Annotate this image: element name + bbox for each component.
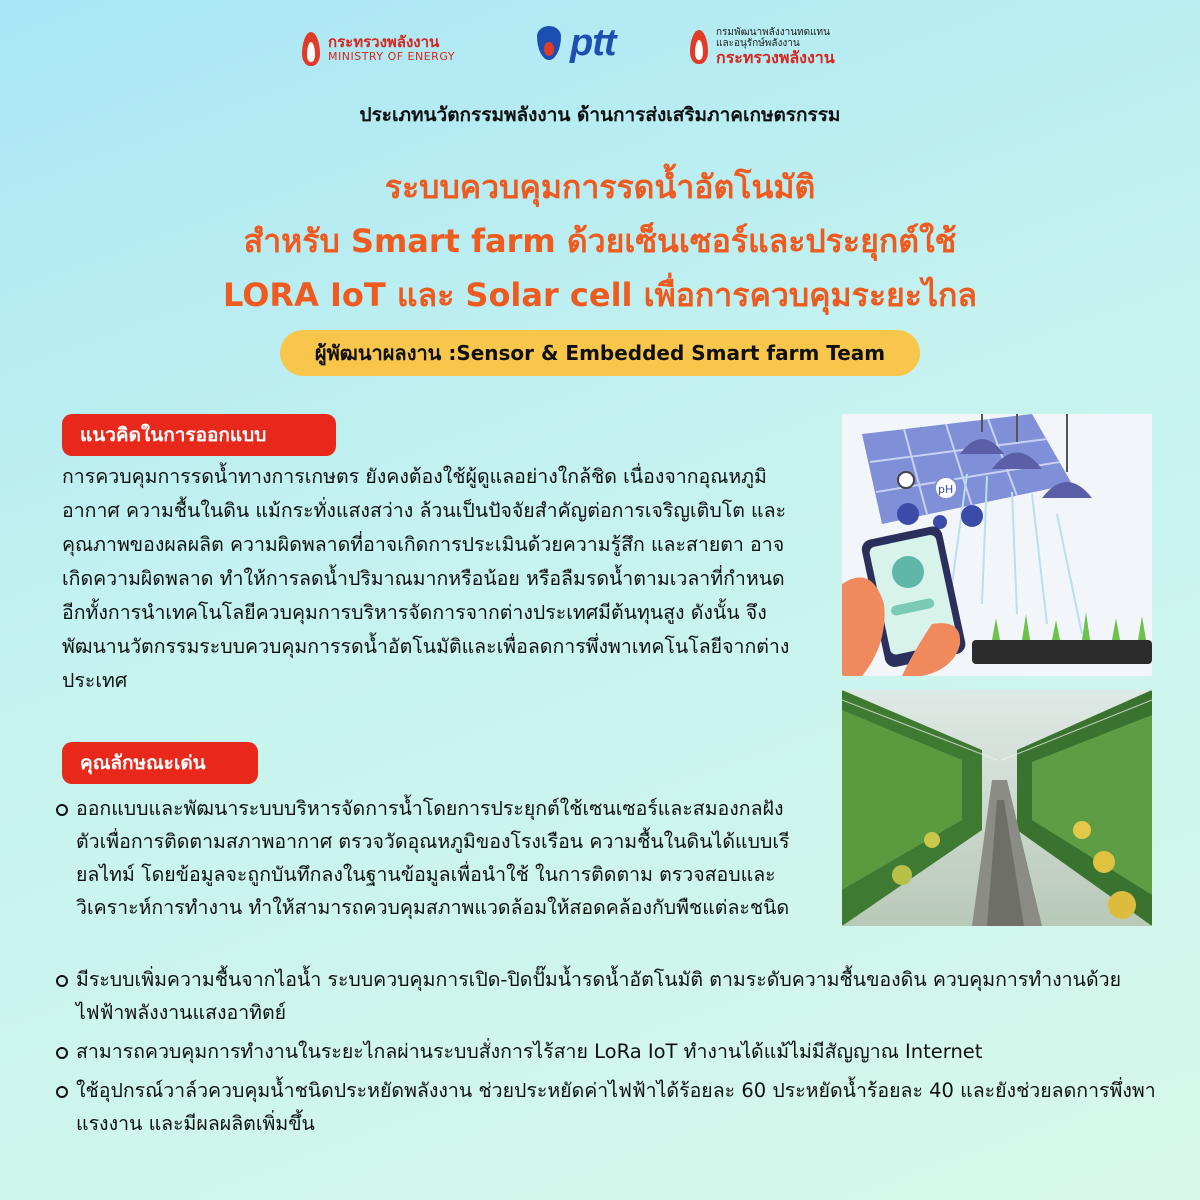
features-heading xyxy=(62,742,258,784)
logo-bar xyxy=(0,22,1200,82)
circle-bullet-icon xyxy=(56,975,68,987)
circle-bullet-icon xyxy=(56,1047,68,1059)
dede-line-3: กระทรวงพลังงาน xyxy=(716,48,835,68)
list-item xyxy=(56,1074,1166,1140)
dede-line-1: กรมพัฒนาพลังงานทดแทน xyxy=(716,27,830,39)
feature-text: มีระบบเพิ่มความชื้นจากไอน้ำ ระบบควบคุมการเปิด-ปิดปั๊มน้ำรดน้ำอัตโนมัติ ตามระดับความชื้นของดิน ควบคุมการทำงานด้วยไฟฟ้าพลังงานแสงอาทิตย์ xyxy=(76,968,1122,1024)
flame-icon xyxy=(688,26,710,68)
ph-label: pH xyxy=(938,483,954,496)
page-title xyxy=(0,160,1200,322)
features-heading-label: คุณลักษณะเด่น xyxy=(80,752,206,774)
title-line-1: ระบบควบคุมการรดน้ำอัตโนมัติ xyxy=(384,168,816,206)
ptt-logo xyxy=(534,22,616,65)
developer-text: ผู้พัฒนาผลงาน :Sensor & Embedded Smart farm Team xyxy=(314,341,886,365)
dede-logo xyxy=(688,26,835,68)
moe-name-english: MINISTRY OF ENERGY xyxy=(328,50,456,64)
dede-line-2: และอนุรักษ์พลังงาน xyxy=(716,38,800,50)
concept-heading xyxy=(62,414,336,456)
category-line: ประเภทนวัตกรรมพลังงาน ด้านการส่งเสริมภาคเกษตรกรรม xyxy=(359,104,841,126)
list-item xyxy=(56,792,806,957)
list-item xyxy=(56,1035,1166,1068)
title-line-3: LORA IoT และ Solar cell เพื่อการควบคุมระยะไกล xyxy=(222,276,978,314)
greenhouse-photo xyxy=(842,690,1152,926)
developer-badge xyxy=(280,330,920,376)
concept-heading-label: แนวคิดในการออกแบบ xyxy=(80,424,267,446)
ministry-of-energy-logo xyxy=(300,28,455,70)
ptt-wordmark: ptt xyxy=(570,22,616,64)
feature-text: ใช้อุปกรณ์วาล์วควบคุมน้ำชนิดประหยัดพลังงาน ช่วยประหยัดค่าไฟฟ้าได้ร้อยละ 60 ประหยัดน้ำร้อยละ 40 และยังช่วยลดการพึ่งพาแรงงาน และมีผลผลิตเพิ่มขึ้น xyxy=(76,1079,1156,1135)
feature-text: สามารถควบคุมการทำงานในระยะไกลผ่านระบบสั่งการไร้สาย LoRa IoT ทำงานได้แม้ไม่มีสัญญาณ Internet xyxy=(76,1040,983,1063)
feature-text: ออกแบบและพัฒนาระบบบริหารจัดการน้ำโดยการประยุกต์ใช้เซนเซอร์และสมองกลฝังตัวเพื่อการติดตามสภาพอากาศ ตรวจวัดอุณหภูมิของโรงเรือน ความชื้นในดินได้แบบเรียลไทม์ โดยข้อมูลจะถูกบันทึกลงในฐานข้อมูลเพื่อนำใช้ ในการติดตาม ตรวจสอบและวิเคราะห์การทำงาน ทำให้สามารถควบคุมสภาพแวดล้อมให้สอดคล้องกับพืชแต่ละชนิด xyxy=(76,797,790,919)
list-item xyxy=(56,963,1166,1029)
circle-bullet-icon xyxy=(56,1086,68,1098)
flame-icon xyxy=(300,28,322,70)
concept-paragraph: การควบคุมการรดน้ำทางการเกษตร ยังคงต้องใช้ผู้ดูแลอย่างใกล้ชิด เนื่องจากอุณหภูมิอากาศ ความชื้นในดิน แม้กระทั่งแสงสว่าง ล้วนเป็นปัจจัยสำคัญต่อการเจริญเติบโต และคุณภาพของผลผลิต ความผิดพลาดที่อาจเกิดการประเมินด้วยความรู้สึก และสายตา อาจเกิดความผิดพลาด ทำให้การลดน้ำปริมาณมากหรือน้อย หรือลืมรดน้ำตามเวลาที่กำหนด อีกทั้งการนำเทคโนโลยีควบคุมการบริหารจัดการจากต่างประเทศมีต้นทุนสูง ดังนั้น จึงพัฒนานวัตกรรมระบบควบคุมการรดน้ำอัตโนมัติและเพื่อลดการพึ่งพาเทคโนโลยีจากต่างประเทศ xyxy=(62,465,790,692)
moe-name-thai: กระทรวงพลังงาน xyxy=(328,33,440,52)
ptt-drop-icon xyxy=(534,24,564,64)
smart-farm-illustration xyxy=(842,414,1152,676)
title-line-2: สำหรับ Smart farm ด้วยเซ็นเซอร์และประยุกต์ใช้ xyxy=(243,222,957,260)
circle-bullet-icon xyxy=(56,804,68,816)
